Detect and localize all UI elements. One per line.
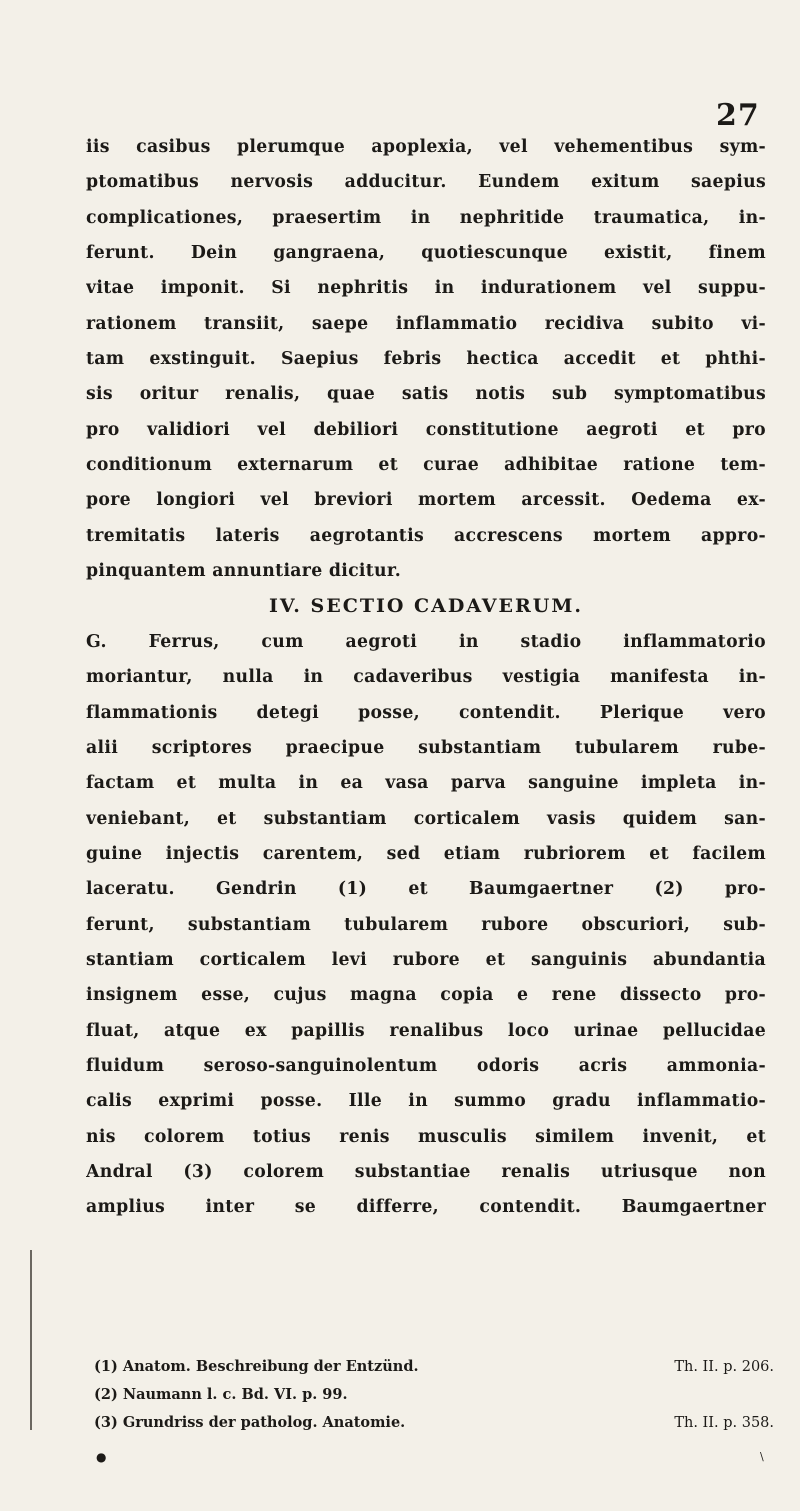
text-line: fluat, atque ex papillis renalibus loco urinae pellucidae [86, 1020, 766, 1041]
text-line: calis exprimi posse. Ille in summo gradu inflammatio- [86, 1091, 766, 1112]
text-line: veniebant, et substantiam corticalem vasis quidem san- [86, 808, 766, 829]
footnote-text: (3) Grundriss der patholog. Anatomie. [94, 1414, 406, 1431]
page-edge-line [30, 1250, 32, 1430]
text-line: pore longiori vel breviori mortem arcessit. Oedema ex- [86, 490, 766, 511]
printer-mark-tick: \ [760, 1450, 764, 1463]
text-line: stantiam corticalem levi rubore et sanguinis abundantia [86, 949, 766, 970]
text-line: vitae imponit. Si nephritis in indurationem vel suppu- [86, 278, 766, 299]
text-line: complicationes, praesertim in nephritide traumatica, in- [86, 207, 766, 228]
text-line: amplius inter se differre, contendit. Baumgaertner [86, 1197, 766, 1218]
text-line: sis oritur renalis, quae satis notis sub symptomatibus [86, 384, 766, 405]
text-line: Andral (3) colorem substantiae renalis utriusque non [86, 1161, 766, 1182]
page-number: 27 [716, 98, 760, 133]
text-line: rationem transiit, saepe inflammatio recidiva subito vi- [86, 313, 766, 334]
text-line: ferunt. Dein gangraena, quotiescunque existit, finem [86, 243, 766, 264]
printer-mark-dot: ● [96, 1450, 107, 1464]
text-line: ferunt, substantiam tubularem rubore obscuriori, sub- [86, 914, 766, 935]
text-line: guine injectis carentem, sed etiam rubriorem et facilem [86, 843, 766, 864]
text-line: laceratu. Gendrin (1) et Baumgaertner (2) pro- [86, 879, 766, 900]
text-line: G. Ferrus, cum aegroti in stadio inflammatorio [86, 631, 766, 652]
footnote-reference: Th. II. p. 358. [674, 1415, 774, 1431]
text-line: iis casibus plerumque apoplexia, vel vehementibus sym- [86, 137, 766, 157]
text-line: pinquantem annuntiare dicitur. [86, 561, 402, 582]
footnotes [94, 1353, 774, 1437]
text-line: flammationis detegi posse, contendit. Plerique vero [86, 702, 766, 723]
text-line: factam et multa in ea vasa parva sanguine impleta in- [86, 773, 766, 794]
footnote [94, 1353, 774, 1381]
text-line: conditionum externarum et curae adhibitae ratione tem- [86, 455, 766, 476]
text-line: moriantur, nulla in cadaveribus vestigia manifesta in- [86, 667, 766, 688]
body-text [86, 130, 766, 1226]
text-line: alii scriptores praecipue substantiam tubularem rube- [86, 737, 766, 758]
text-line: ptomatibus nervosis adducitur. Eundem exitum saepius [86, 172, 766, 193]
footnote-reference: Th. II. p. 206. [674, 1359, 774, 1375]
footnote-text: (1) Anatom. Beschreibung der Entzünd. [94, 1358, 419, 1375]
text-line: tremitatis lateris aegrotantis accrescens mortem appro- [86, 525, 766, 546]
footnote-text: (2) Naumann l. c. Bd. VI. p. 99. [94, 1386, 348, 1403]
text-line: fluidum seroso-sanguinolentum odoris acris ammonia- [86, 1055, 766, 1076]
text-line: tam exstinguit. Saepius febris hectica accedit et phthi- [86, 349, 766, 370]
footnote [94, 1409, 774, 1437]
footnote [94, 1381, 774, 1409]
text-line: pro validiori vel debiliori constitutione aegroti et pro [86, 419, 766, 440]
text-line: nis colorem totius renis musculis similem invenit, et [86, 1126, 766, 1147]
text-line: insignem esse, cujus magna copia e rene dissecto pro- [86, 985, 766, 1006]
section-heading: IV. SECTIO CADAVERUM. [269, 595, 583, 618]
